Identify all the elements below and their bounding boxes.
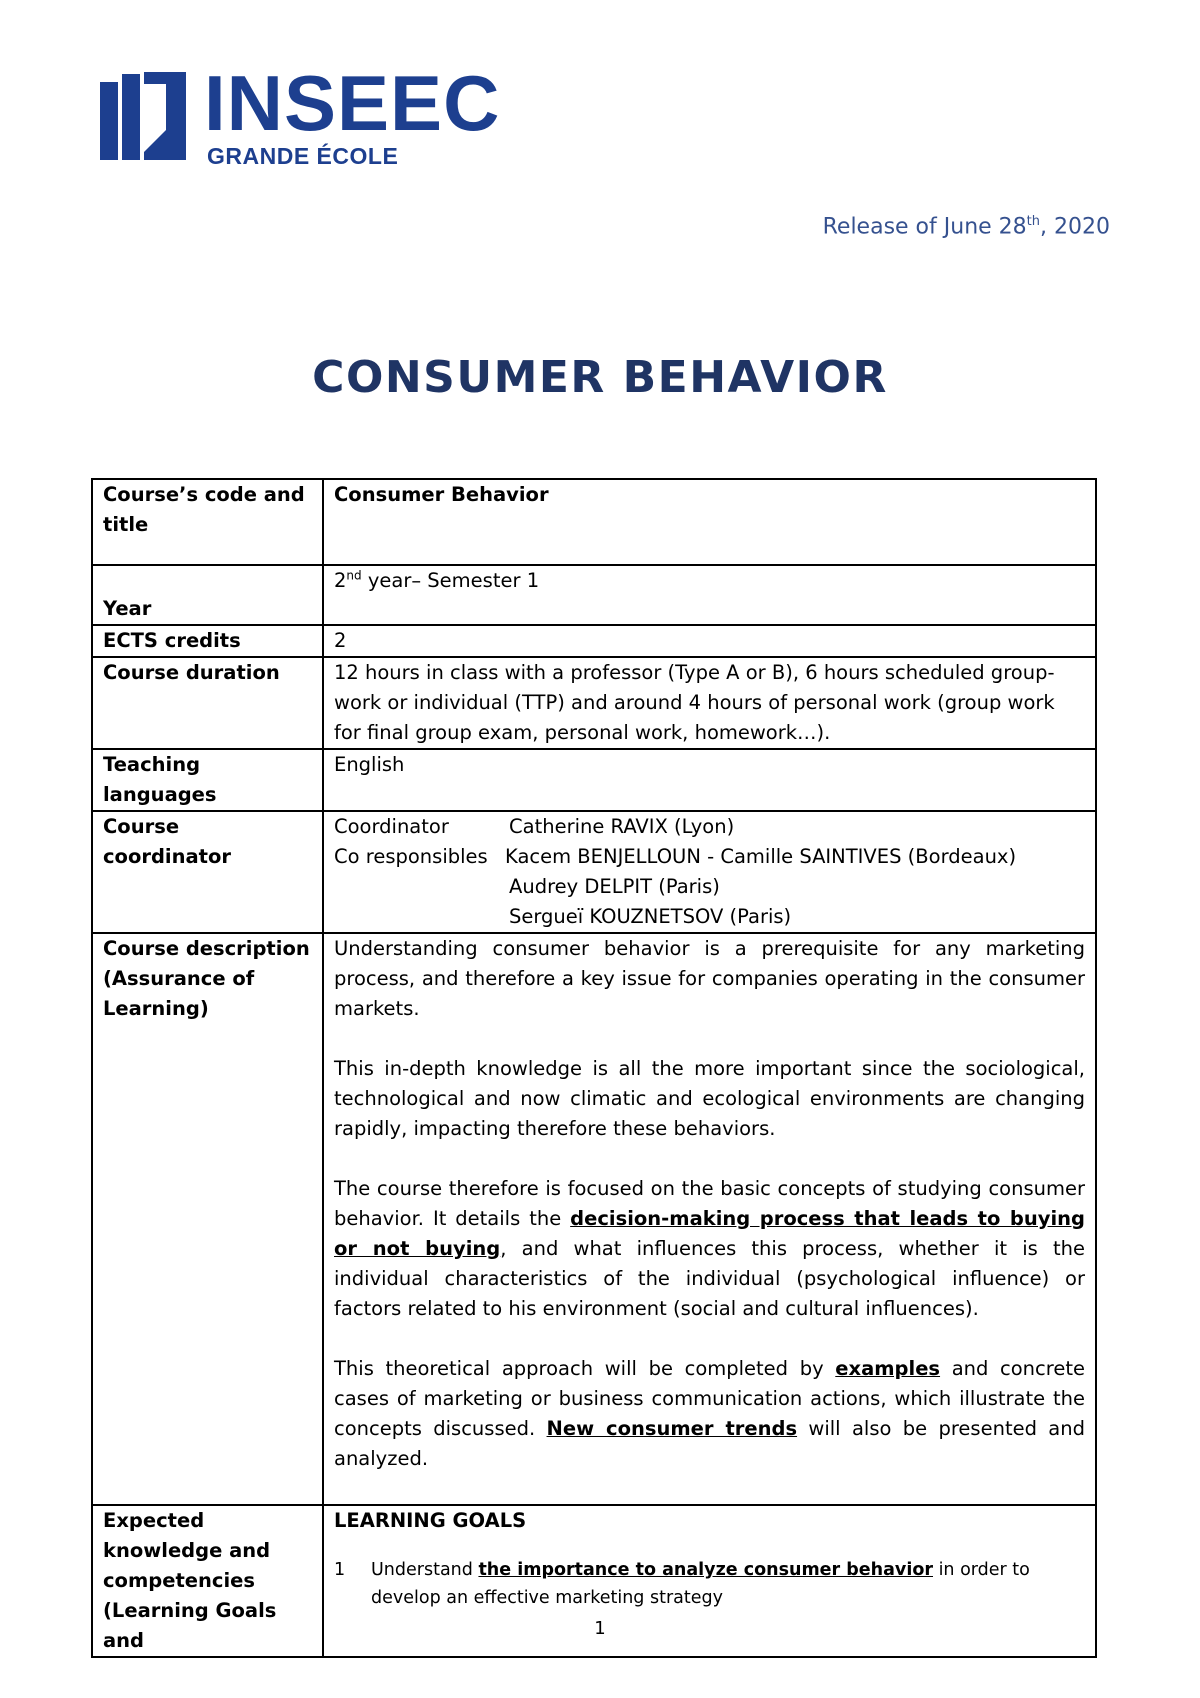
goal-number: 1 — [334, 1560, 346, 1580]
co-responsibles-key: Co responsibles — [334, 845, 488, 868]
year-label: Year — [92, 565, 323, 625]
ects-value: 2 — [323, 625, 1096, 657]
coordinator-name: Catherine RAVIX (Lyon) — [509, 815, 735, 838]
emphasis-text: the importance to analyze consumer behavior — [478, 1560, 933, 1580]
table-row — [92, 811, 1096, 933]
description-value — [323, 933, 1096, 1505]
code-label: Course’s code and title — [92, 479, 323, 565]
year-value — [323, 565, 1096, 625]
languages-label: Teaching languages — [92, 749, 323, 811]
table-row — [92, 565, 1096, 625]
duration-label: Course duration — [92, 657, 323, 749]
text-span: will also be presented and analyzed. — [334, 1417, 1085, 1470]
description-paragraph — [334, 1354, 1085, 1474]
text-span: , and what influences this process, whether it is the individual characteristics of the individual (psychological influence) or factors related to his environment (social and cultural influences). — [334, 1237, 1086, 1320]
year-sup: nd — [346, 568, 362, 583]
ects-label: ECTS credits — [92, 625, 323, 657]
code-value: Consumer Behavior — [323, 479, 1096, 565]
co-responsible-name: Audrey DELPIT (Paris) — [509, 875, 720, 898]
logo-subtitle: GRANDE ÉCOLE — [207, 143, 399, 169]
co-responsible-name: Sergueï KOUZNETSOV (Paris) — [509, 905, 792, 928]
inseec-logo — [100, 59, 520, 172]
text-span: and concrete cases of marketing or business communication actions, which illustrate the concepts discussed. — [334, 1357, 1085, 1440]
text-span: Understand — [371, 1560, 479, 1580]
page-title: CONSUMER BEHAVIOR — [312, 352, 888, 403]
logo-name: INSEEC — [204, 59, 501, 147]
text-span: in order to develop an effective marketing strategy — [371, 1560, 1030, 1608]
duration-value: 12 hours in class with a professor (Type A or B), 6 hours scheduled group-work or individual (TTP) and around 4 hours of personal work (group work for final group exam, personal work, homework…). — [323, 657, 1096, 749]
year-num: 2 — [334, 569, 347, 592]
goal-text — [371, 1556, 1085, 1612]
goal-item — [334, 1556, 1085, 1612]
co-responsibles-line — [334, 872, 1085, 902]
release-sup: th — [1026, 214, 1041, 229]
year-rest: year– Semester 1 — [361, 569, 540, 592]
table-row — [92, 657, 1096, 749]
text-span: This theoretical approach will be completed by — [334, 1357, 836, 1380]
expected-label: Expected knowledge and competencies (Learning Goals and — [92, 1505, 323, 1657]
release-suffix: , 2020 — [1040, 214, 1110, 240]
description-label: Course description (Assurance of Learning) — [92, 933, 323, 1505]
coordinator-key: Coordinator — [334, 815, 449, 838]
description-paragraph: Understanding consumer behavior is a prerequisite for any marketing process, and therefore a key issue for companies operating in the consumer markets. — [334, 937, 1085, 1020]
course-table — [91, 478, 1097, 1658]
table-row — [92, 625, 1096, 657]
release-prefix: Release of June 28 — [822, 214, 1027, 240]
table-row — [92, 479, 1096, 565]
table-row — [92, 749, 1096, 811]
emphasis-text: decision-making process that leads to buying or not buying — [334, 1207, 1085, 1260]
release-date — [823, 214, 1110, 239]
emphasis-text: New consumer trends — [546, 1417, 798, 1440]
co-responsibles-line — [334, 902, 1085, 932]
description-paragraph: This in-depth knowledge is all the more important since the sociological, technological and now climatic and ecological environments are changing rapidly, impacting therefore these behaviors. — [334, 1057, 1085, 1140]
inseec-emblem-icon — [100, 72, 186, 162]
languages-value: English — [323, 749, 1096, 811]
co-responsibles-line — [334, 842, 1085, 872]
coordinator-value — [323, 811, 1096, 933]
co-responsible-name: Kacem BENJELLOUN - Camille SAINTIVES (Bordeaux) — [505, 845, 1017, 868]
text-span: The course therefore is focused on the basic concepts of studying consumer behavior. It details the — [334, 1177, 1085, 1230]
table-row — [92, 933, 1096, 1505]
learning-goals-title: LEARNING GOALS — [334, 1509, 527, 1532]
page-number: 1 — [594, 1618, 606, 1639]
emphasis-text: examples — [835, 1357, 941, 1380]
description-paragraph — [334, 1174, 1085, 1324]
coordinator-line — [334, 812, 1085, 842]
coordinator-label: Course coordinator — [92, 811, 323, 933]
